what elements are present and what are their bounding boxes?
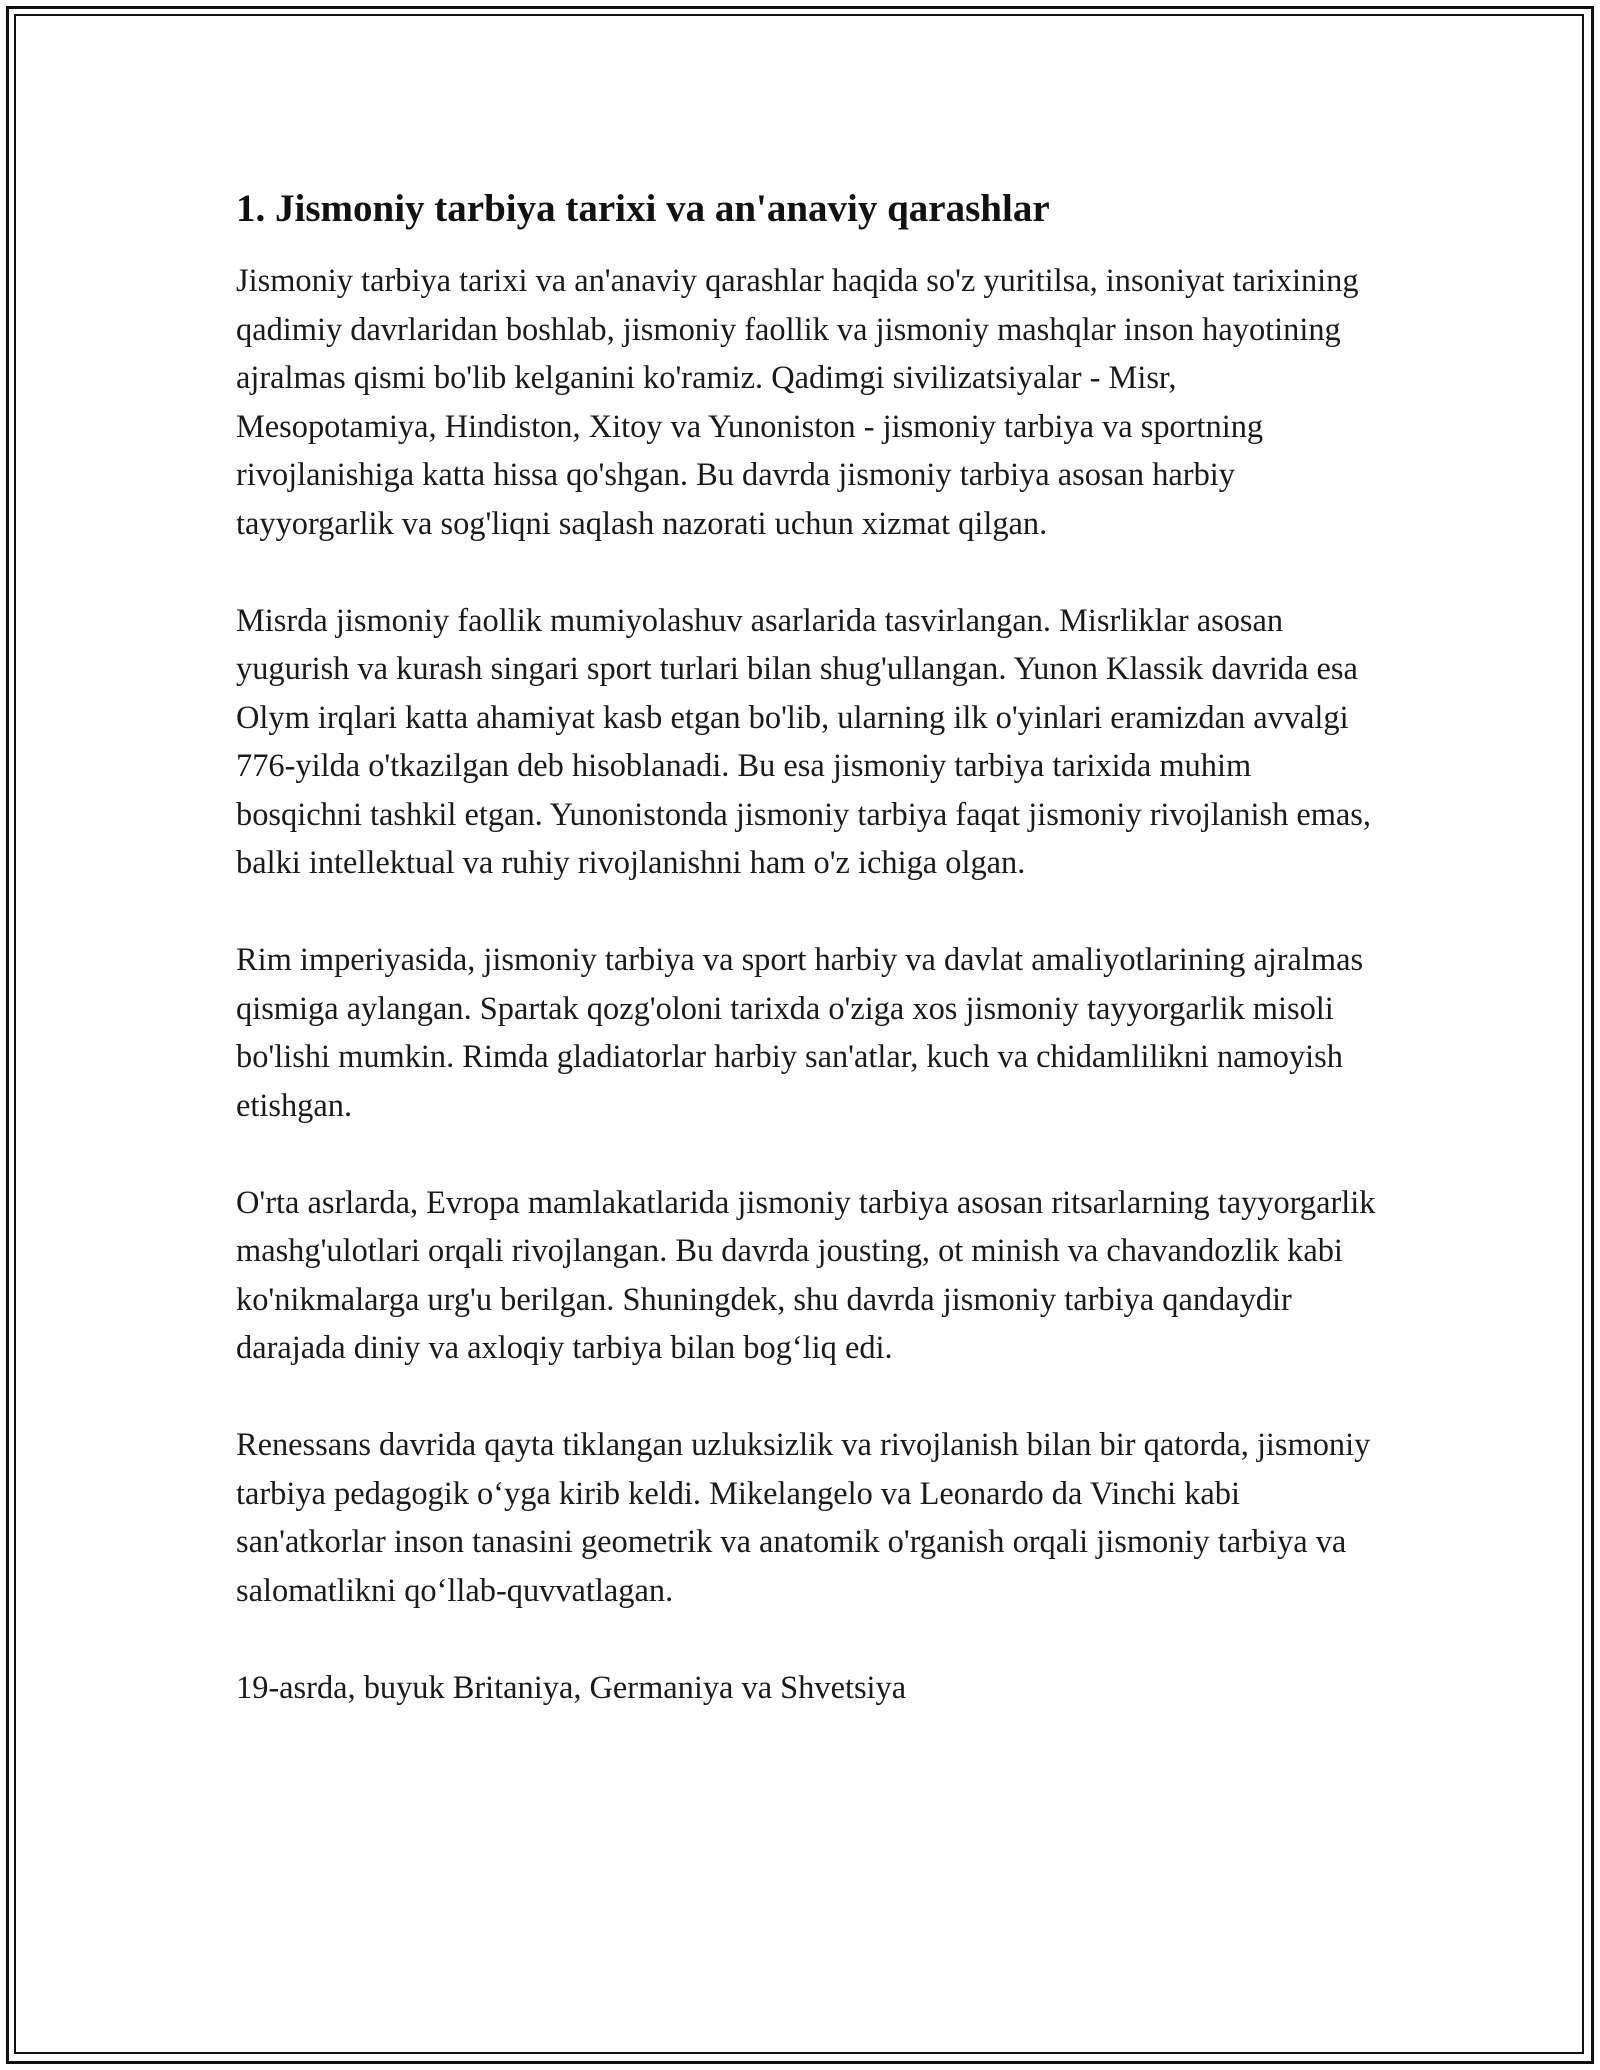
section-heading: 1. Jismoniy tarbiya tarixi va an'anaviy qarashlar	[236, 187, 1050, 230]
paragraph-2: Misrda jismoniy faollik mumiyolashuv asarlarida tasvirlangan. Misrliklar asosan yugurish va kurash singari sport turlari bilan shug'ullangan. Yunon Klassik davrida esa Olym irqlari katta ahamiyat kasb etgan bo'lib, ularning ilk o'yinlari eramizdan avvalgi 776-yilda o'tkazilgan deb hisoblanadi. Bu esa jismoniy tarbiya tarixida muhim bosqichni tashkil etgan. Yunonistonda jismoniy tarbiya faqat jismoniy rivojlanish emas, balki intellektual va ruhiy rivojlanishni ham o'z ichiga olgan.	[236, 602, 1372, 881]
paragraph-5: Renessans davrida qayta tiklangan uzluksizlik va rivojlanish bilan bir qatorda, jismoniy tarbiya pedagogik o‘yga kirib keldi. Mikelangelo va Leonardo da Vinchi kabi san'atkorlar inson tanasini geometrik va anatomik o'rganish orqali jismoniy tarbiya va salomatlikni qo‘llab-quvvatlagan.	[236, 1427, 1371, 1609]
paragraph-6: 19-asrda, buyuk Britaniya, Germaniya va Shvetsiya	[236, 1669, 907, 1706]
paragraph-1: Jismoniy tarbiya tarixi va an'anaviy qarashlar haqida so'z yuritilsa, insoniyat tarixining qadimiy davrlaridan boshlab, jismoniy faollik va jismoniy mashqlar inson hayotining ajralmas qismi bo'lib kelganini ko'ramiz. Qadimgi sivilizatsiyalar - Misr, Mesopotamiya, Hindiston, Xitoy va Yunoniston - jismoniy tarbiya va sportning rivojlanishiga katta hissa qo'shgan. Bu davrda jismoniy tarbiya asosan harbiy tayyorgarlik va sog'liqni saqlash nazorati uchun xizmat qilgan.	[236, 263, 1359, 542]
document-body	[236, 185, 1376, 1712]
paragraph-4: O'rta asrlarda, Evropa mamlakatlarida jismoniy tarbiya asosan ritsarlarning tayyorgarlik mashg'ulotlari orqali rivojlangan. Bu davrda jousting, ot minish va chavandozlik kabi ko'nikmalarga urg'u berilgan. Shuningdek, shu davrda jismoniy tarbiya qandaydir darajada diniy va axloqiy tarbiya bilan bog‘liq edi.	[236, 1184, 1376, 1366]
paragraph-3: Rim imperiyasida, jismoniy tarbiya va sport harbiy va davlat amaliyotlarining ajralmas qismiga aylangan. Spartak qozg'oloni tarixda o'ziga xos jismoniy tayyorgarlik misoli bo'lishi mumkin. Rimda gladiatorlar harbiy san'atlar, kuch va chidamlilikni namoyish etishgan.	[236, 942, 1364, 1124]
